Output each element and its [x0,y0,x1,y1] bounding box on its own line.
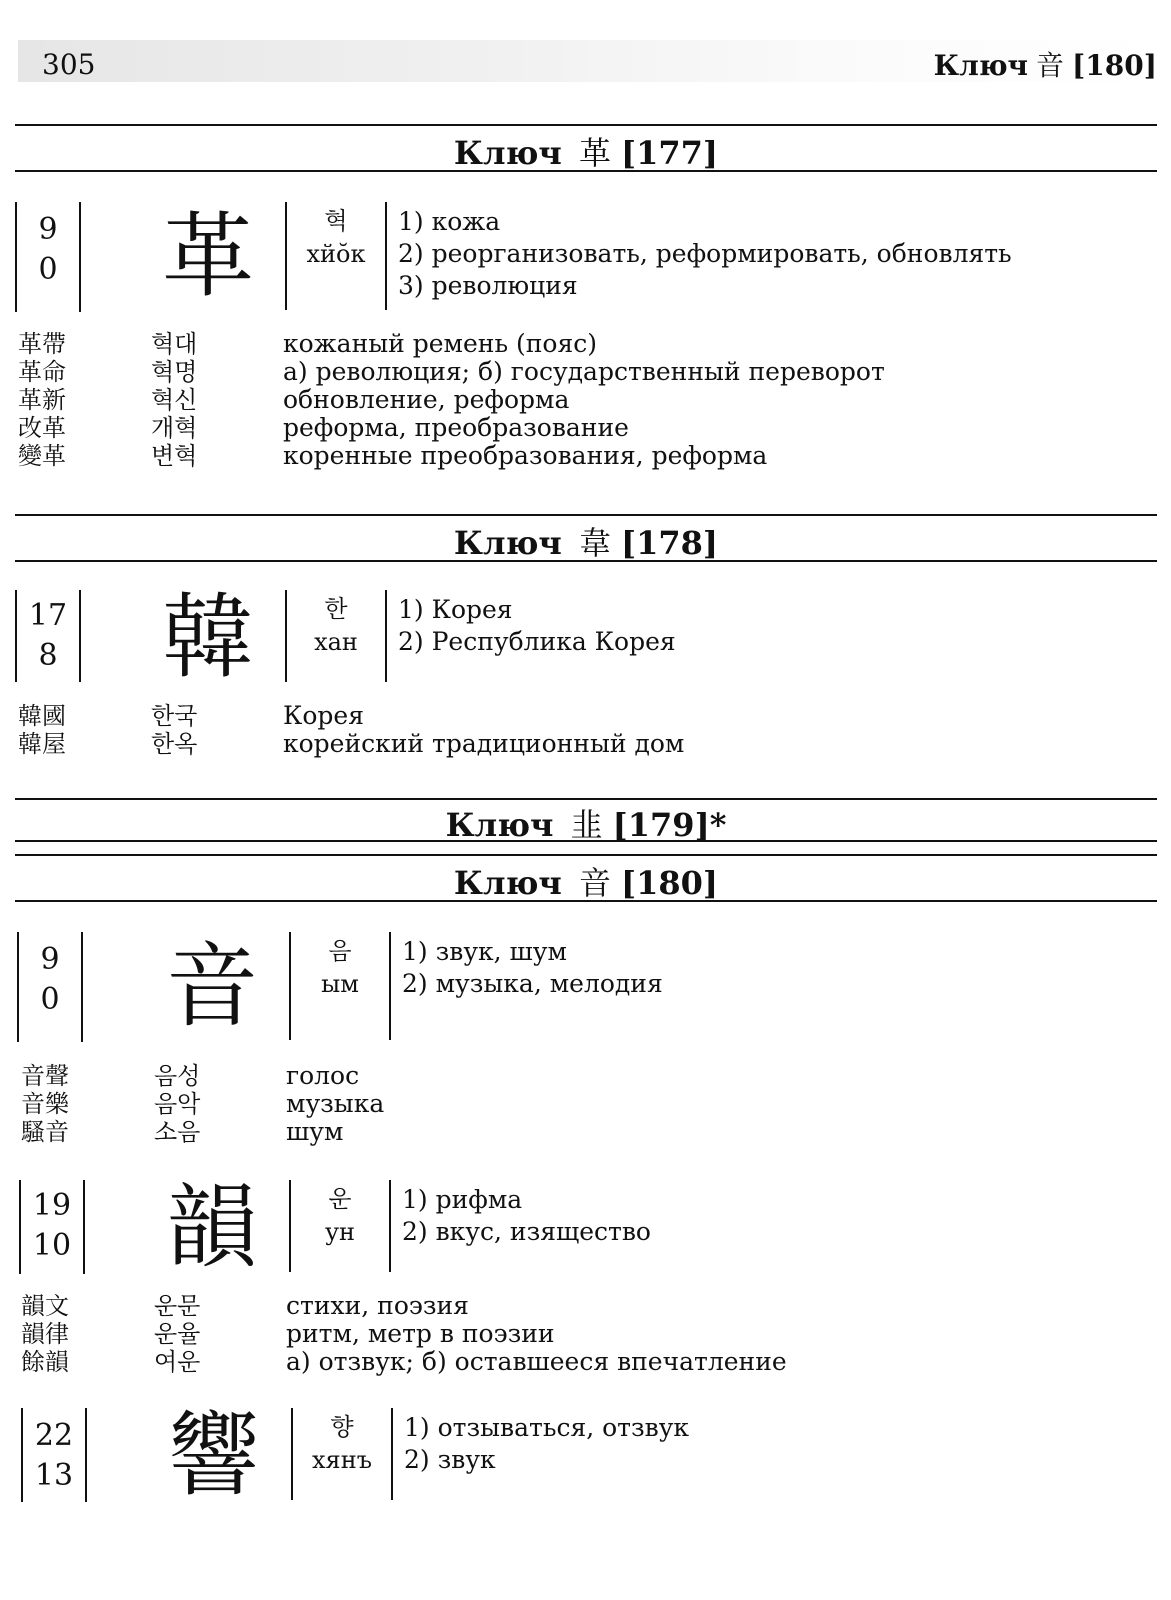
compound-meaning: а) революция; б) государственный переворот [283,357,885,386]
compound-meaning: корейский традиционный дом [283,729,685,758]
compound-row [18,1118,1160,1146]
compound-meaning: обновление, реформа [283,385,570,414]
section-radical: 韋 [578,524,611,562]
running-head-label: Ключ [933,49,1029,82]
section-number: [179]* [612,806,727,844]
section-number: [177] [620,134,719,172]
section-title [15,800,1157,846]
headword-character: 音 [165,933,258,1040]
compound-meaning: коренные преобразования, реформа [283,441,768,470]
compound-meaning: голос [286,1061,360,1090]
section-label: Ключ [453,864,562,902]
section-header-180 [15,854,1157,902]
stroke-total: 22 [34,1418,74,1453]
stroke-total: 17 [28,598,68,633]
compounds-list [15,702,1157,758]
stroke-extra: 10 [32,1228,72,1263]
compound-hanzi: 革新 [18,386,66,414]
compound-meaning: кожаный ремень (пояс) [283,329,598,358]
compound-meaning: шум [286,1117,344,1146]
meanings-list [404,1412,689,1476]
hangul-reading: 혁 [324,207,348,235]
compound-hanzi: 韻律 [21,1320,69,1348]
compound-row [15,386,1157,414]
stroke-extra: 0 [40,982,60,1017]
stroke-total: 9 [38,212,58,247]
headword-character: 響 [167,1402,260,1509]
compound-row [18,1090,1160,1118]
compound-row [18,1062,1160,1090]
meaning-item: 1) кожа [398,207,501,236]
hangul-reading: 운 [328,1185,352,1213]
stroke-extra: 13 [34,1458,74,1493]
compound-hangul: 변혁 [151,442,198,470]
compound-hangul: 한국 [151,702,198,730]
reading-box [285,202,387,310]
running-head-radical: 音 [1036,49,1065,82]
compound-meaning: ритм, метр в поэзии [286,1319,555,1348]
compound-hangul: 운율 [154,1320,201,1348]
compound-hanzi: 騷音 [21,1118,69,1146]
stroke-total: 19 [32,1188,72,1223]
section-number: [180] [620,864,719,902]
compound-hangul: 음성 [154,1062,201,1090]
compound-hanzi: 韓國 [18,702,66,730]
cyrillic-reading: ун [324,1218,356,1246]
stroke-count [17,932,83,1042]
compound-row [18,1292,1160,1320]
cyrillic-reading: хйŏк [306,240,366,268]
compound-row [15,442,1157,470]
meaning-item: 1) рифма [402,1185,523,1214]
compound-meaning: стихи, поэзия [286,1291,469,1320]
section-title [15,858,1157,904]
section-label: Ключ [453,134,562,172]
compound-row [15,414,1157,442]
meaning-item: 2) Республика Корея [398,627,676,656]
meaning-item: 2) звук [404,1445,496,1474]
section-header-177 [15,124,1157,172]
compound-hangul: 운문 [154,1292,201,1320]
cyrillic-reading: ым [321,970,359,998]
stroke-count [15,202,81,312]
compound-row [18,1320,1160,1348]
compound-hanzi: 音聲 [21,1062,69,1090]
section-header-178 [15,514,1157,562]
cyrillic-reading: хан [314,628,358,656]
compound-hangul: 한옥 [151,730,198,758]
compound-row [15,702,1157,730]
meaning-item: 1) Корея [398,595,513,624]
compound-hanzi: 改革 [18,414,66,442]
compound-hangul: 여운 [154,1348,201,1376]
compound-meaning: а) отзвук; б) оставшееся впечатление [286,1347,787,1376]
compound-hangul: 혁대 [151,330,198,358]
compound-hanzi: 餘韻 [21,1348,69,1376]
compound-meaning: реформа, преобразование [283,413,629,442]
compound-hanzi: 韻文 [21,1292,69,1320]
meaning-item: 3) революция [398,271,578,300]
running-head [934,44,1157,84]
headword-character: 韻 [165,1174,258,1281]
stroke-extra: 8 [38,638,58,673]
page-number: 305 [42,48,96,81]
meaning-item: 2) вкус, изящество [402,1217,651,1246]
headword-character: 革 [161,203,254,310]
running-head-number: [180] [1072,49,1157,82]
stroke-total: 9 [40,942,60,977]
headword-character: 韓 [161,584,254,691]
compound-row [15,730,1157,758]
compound-hanzi: 革命 [18,358,66,386]
compound-hangul: 소음 [154,1118,201,1146]
hangul-reading: 음 [328,937,352,965]
hangul-reading: 한 [324,595,348,623]
stroke-count [19,1180,85,1274]
section-label: Ключ [453,524,562,562]
stroke-extra: 0 [38,252,58,287]
stroke-count [15,590,81,682]
compound-meaning: Корея [283,701,364,730]
meaning-item: 2) музыка, мелодия [402,969,663,998]
section-radical: 韭 [570,806,603,844]
section-label: Ключ [445,806,554,844]
compound-hangul: 혁신 [151,386,198,414]
compounds-list [15,330,1157,470]
cyrillic-reading: хянъ [312,1446,372,1474]
meanings-list [398,594,676,658]
hangul-reading: 향 [330,1413,354,1441]
meanings-list [402,936,663,1000]
compound-hangul: 음악 [154,1090,201,1118]
reading-box [289,1180,391,1272]
meanings-list [398,206,1012,302]
compound-hangul: 개혁 [151,414,198,442]
compound-row [15,330,1157,358]
meaning-item: 1) отзываться, отзвук [404,1413,690,1442]
section-header-179 [15,798,1157,842]
meanings-list [402,1184,651,1248]
compounds-list [18,1062,1160,1146]
section-radical: 音 [578,864,611,902]
section-title [15,518,1157,564]
meaning-item: 1) звук, шум [402,937,567,966]
section-title [15,128,1157,174]
compound-hanzi: 變革 [18,442,66,470]
meaning-item: 2) реорганизовать, реформировать, обновлять [398,239,1012,268]
compound-row [18,1348,1160,1376]
compound-hanzi: 韓屋 [18,730,66,758]
compounds-list [18,1292,1160,1376]
stroke-count [21,1408,87,1502]
reading-box [285,590,387,682]
section-number: [178] [620,524,719,562]
compound-hanzi: 音樂 [21,1090,69,1118]
compound-hanzi: 革帶 [18,330,66,358]
section-radical: 革 [578,134,611,172]
compound-meaning: музыка [286,1089,385,1118]
reading-box [289,932,391,1040]
reading-box [291,1408,393,1500]
compound-row [15,358,1157,386]
compound-hangul: 혁명 [151,358,198,386]
